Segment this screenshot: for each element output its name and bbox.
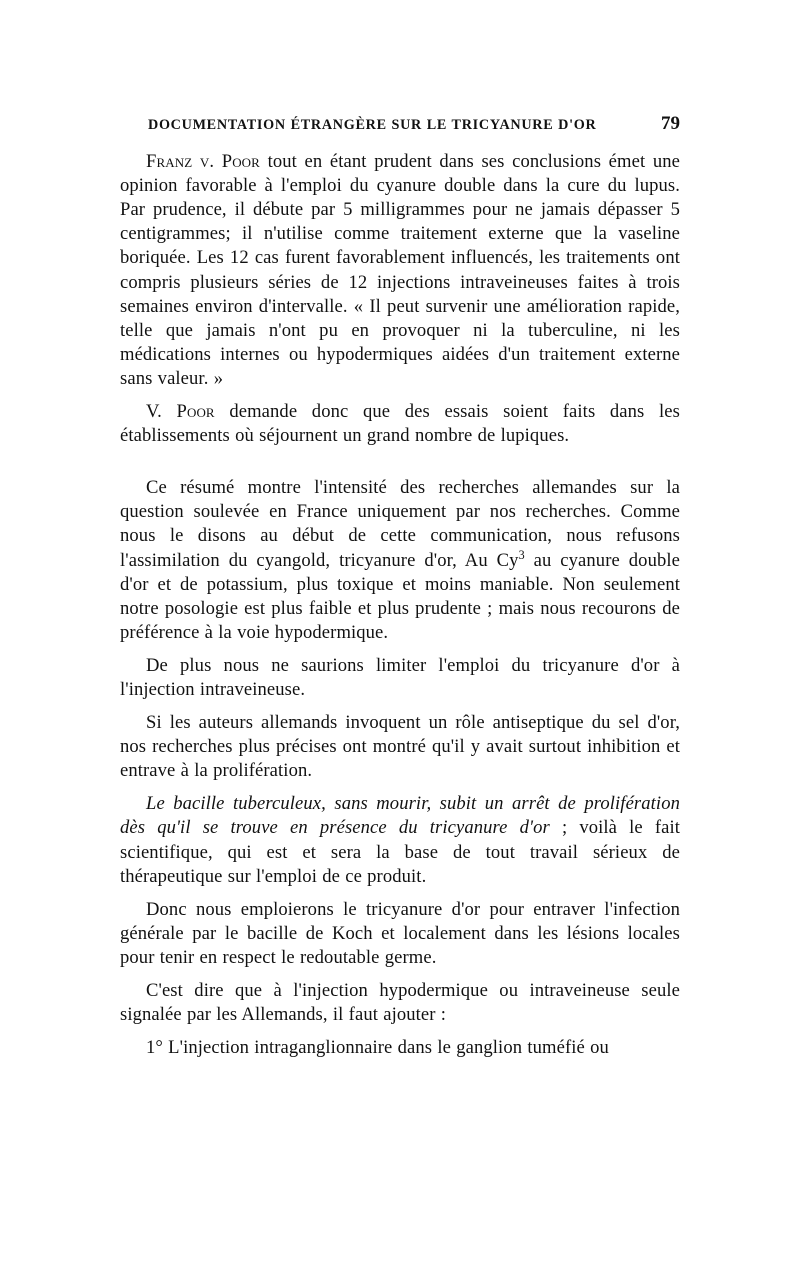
superscript-three: 3 <box>518 547 525 562</box>
paragraph-1-text: tout en étant prudent dans ses conclusions émet une opinion favorable à l'emploi du cyanure double dans la cure du lupus. Par prudence, il débute par 5 milligrammes pour ne jamais dépasser 5 centigrammes; il n'utilise comme traitement externe que la vaseline boriquée. Les 12 cas furent favorablement influencés, les traitements ont compris plusieurs séries de 12 injections intraveineuses faites à trois semaines environ d'intervalle. « Il peut survenir une amélioration rapide, telle que jamais n'ont pu en provoquer ni la tuberculine, ni les médications internes ou hypodermiques aidées d'un traitement externe sans valeur. » <box>120 151 680 389</box>
italic-statement: Le bacille tuberculeux, sans mourir, subit un arrêt de prolifération dès qu'il se trouve en présence du tricyanure d'or <box>120 793 680 839</box>
paragraph-2-text: demande donc que des essais soient faits dans les établissements où séjournent un grand nombre de lupiques. <box>120 401 680 447</box>
paragraph-6 <box>120 792 680 888</box>
paragraph-4: De plus nous ne saurions limiter l'emploi du tricyanure d'or à l'injection intraveineuse. <box>120 654 680 700</box>
paragraph-3-text-before: Ce résumé montre l'intensité des recherches allemandes sur la question soulevée en France uniquement par nos recherches. Comme nous le disons au début de cette communication, nous refusons l'assimilation du cyangold, tricyanure d'or, Au Cy <box>120 477 680 571</box>
paragraph-1 <box>120 150 680 391</box>
author-name-v-poor: V. Poor <box>146 401 215 423</box>
paragraph-3-text-after: au cyanure double d'or et de potassium, plus toxique et moins maniable. Non seulement notre posologie est plus faible et plus prudente ; mais nous recourons de préférence à la voie hypodermique. <box>120 549 680 643</box>
paragraph-7: Donc nous emploierons le tricyanure d'or pour entraver l'infection générale par le bacille de Koch et localement dans les lésions locales pour tenir en respect le redoutable germe. <box>120 898 680 968</box>
page-number: 79 <box>661 113 680 134</box>
paragraph-6-text: ; voilà le fait scientifique, qui est et sera la base de tout travail sérieux de thérapeutique sur l'emploi de ce produit. <box>120 817 681 887</box>
paragraph-8: C'est dire que à l'injection hypodermique ou intraveineuse seule signalée par les Allemands, il faut ajouter : <box>120 980 680 1026</box>
running-title: DOCUMENTATION ÉTRANGÈRE SUR LE TRICYANURE D'OR <box>148 117 597 133</box>
document-page <box>120 112 680 1069</box>
paragraph-2 <box>120 400 680 448</box>
paragraph-3 <box>120 476 680 645</box>
paragraph-9: 1° L'injection intraganglionnaire dans le ganglion tuméfié ou <box>146 1037 609 1059</box>
paragraph-5: Si les auteurs allemands invoquent un rôle antiseptique du sel d'or, nos recherches plus précises ont montré qu'il y avait surtout inhibition et entrave à la prolifération. <box>120 712 680 782</box>
author-name-franz-v-poor: Franz v. Poor <box>146 151 260 173</box>
running-header <box>148 112 680 137</box>
